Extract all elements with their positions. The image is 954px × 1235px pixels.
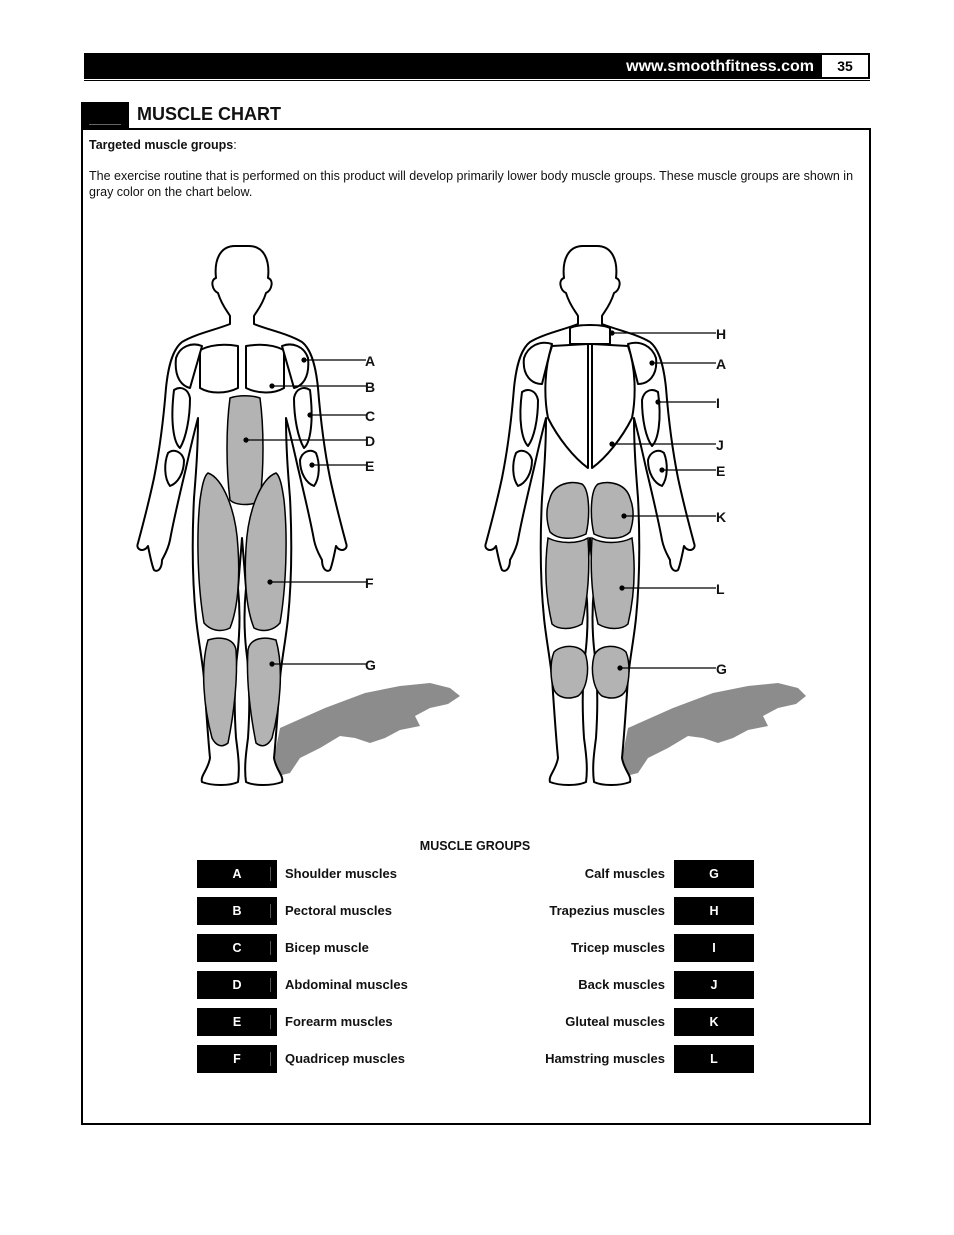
legend-letter-left: A [197,860,277,888]
legend-row [197,860,754,888]
legend-letter-right: I [674,934,754,962]
back-callout-g: G [716,661,727,677]
intro-heading [89,138,237,152]
legend-row [197,897,754,925]
front-body-outline [137,246,346,785]
legend-letter-right: J [674,971,754,999]
front-callout-f: F [365,575,374,591]
legend-letter-left: D [197,971,277,999]
legend-letter-right: H [674,897,754,925]
page-number: 35 [822,55,868,77]
back-callout-i: I [716,395,720,411]
back-callout-h: H [716,326,727,342]
legend-muscle-left: Forearm muscles [285,1014,393,1029]
legend-letter-left: E [197,1008,277,1036]
back-callout-j: J [716,437,724,453]
back-gluteal-left [547,483,589,539]
legend-title: MUSCLE GROUPS [419,839,531,853]
back-hamstring-right [591,538,634,629]
legend-letter-right: L [674,1045,754,1073]
front-callout-c: C [365,408,376,424]
back-calf-right [592,646,629,698]
front-figure-shadow [270,683,460,778]
back-callout-e: E [716,463,726,479]
back-callout-k: K [716,509,727,525]
legend-letter-right: K [674,1008,754,1036]
legend-muscle-left: Bicep muscle [285,940,369,955]
legend-row [197,934,754,962]
section-tab-marker [81,102,129,129]
section-title: MUSCLE CHART [137,104,281,124]
front-body-illustration [130,238,470,798]
legend-letter-left: F [197,1045,277,1073]
legend-muscle-right: Gluteal muscles [565,1014,665,1029]
legend-muscle-right: Trapezius muscles [549,903,665,918]
header-bar [84,53,870,79]
legend-row [197,971,754,999]
back-callout-l: L [716,581,725,597]
intro-body: The exercise routine that is performed on this product will develop primarily lower body muscle groups. These muscle groups are shown in gray color on the chart below. [89,169,854,199]
front-pectoral-left [200,345,238,393]
front-callout-g: G [365,657,376,673]
front-callout-a: A [365,353,376,369]
legend-letter-right: G [674,860,754,888]
legend-letter-left: B [197,897,277,925]
front-callout-e: E [365,458,375,474]
back-hamstring-left [546,538,589,629]
legend-muscle-right: Back muscles [578,977,665,992]
back-gluteal-right [591,483,633,539]
intro-heading-text: Targeted muscle groups [89,138,234,152]
back-calf-left [551,646,588,698]
back-body-figure [478,238,818,798]
intro-heading-colon: : [233,138,237,152]
legend-muscle-right: Calf muscles [584,866,665,881]
legend-muscle-left: Abdominal muscles [285,977,408,992]
legend-muscle-right: Tricep muscles [571,940,665,955]
front-callout-d: D [365,433,376,449]
legend-muscle-left: Pectoral muscles [285,903,392,918]
legend-muscle-left: Shoulder muscles [285,866,397,881]
back-trapezius [570,325,610,344]
front-callout-b: B [365,379,376,395]
legend-muscle-left: Quadricep muscles [285,1051,405,1066]
legend-muscle-right: Hamstring muscles [545,1051,665,1066]
back-callout-a: A [716,356,727,372]
header-rule [84,80,870,81]
legend-row [197,1008,754,1036]
front-body-figure [130,238,470,798]
back-figure-shadow [618,683,806,778]
front-pectoral-right [246,345,284,393]
back-body-illustration [478,238,818,798]
legend-row [197,1045,754,1073]
legend-letter-left: C [197,934,277,962]
front-abdominal-muscles [227,396,263,505]
header-url[interactable]: www.smoothfitness.com [626,58,814,75]
